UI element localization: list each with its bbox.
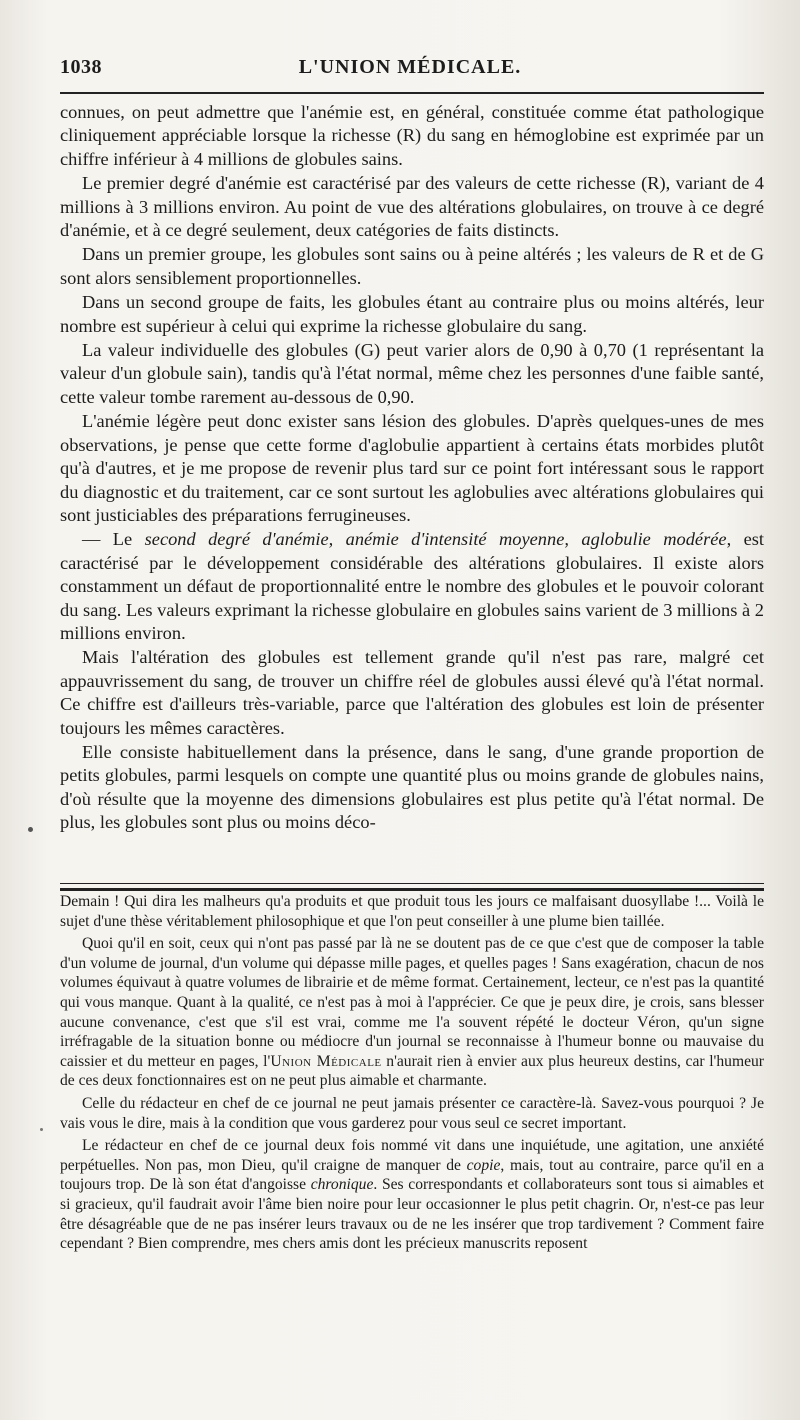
article-paragraph: connues, on peut admettre que l'anémie est, en général, constituée comme état pathologique cliniquement appréciable lorsque la richesse (R) du sang en hémoglobine est exprimée par un chiffre inférieur à 4 millions de globules sains. — [60, 102, 764, 169]
article-paragraph: La valeur individuelle des globules (G) peut varier alors de 0,90 à 0,70 (1 représentant la valeur d'un globule sain), tandis qu'à l'état normal, même chez les personnes d'une faible santé, cette valeur tombe rarement au-dessous de 0,90. — [60, 340, 764, 407]
main-article — [60, 101, 764, 835]
feuilleton-text: Quoi qu'il en soit, ceux qui n'ont pas passé par là ne se doutent pas de ce que c'est que de composer la table d'un volume de journal, d'un volume qui dépasse mille pages, et quelles pages ! Sans exagération, chacun de nos volumes équivaut à quatre volumes de librairie et de même format. Certainement, lecteur, ce n'est pas la quantité qui vous manque. Quant à la qualité, ce n'est pas à moi à l'apprécier. Ce que je peux dire, je crois, sans blesser aucune convenance, c'est que s'il est vrai, comme me l'a souvent répété le docteur Véron, qu'un signe irréfragable de la situation bonne ou médiocre d'un journal se reconnaisse à l'humeur bonne ou mauvaise du caissier et du metteur en pages, l' — [60, 935, 764, 1070]
emphasis-text: chronique — [310, 1176, 374, 1194]
article-paragraph: Elle consiste habituellement dans la présence, dans le sang, d'une grande proportion de petits globules, parmi lesquels on compte une quantité plus ou moins grande de globules nains, d'où résulte que la moyenne des dimensions globulaires est plus petite qu'à l'état normal. De plus, les globules sont plus ou moins déco- — [60, 741, 764, 833]
feuilleton-paragraph: Celle du rédacteur en chef de ce journal ne peut jamais présenter ce caractère-là. Savez-vous pourquoi ? Je vais vous le dire, mais à la condition que vous garderez pour vous seul ce secret important. — [60, 1094, 764, 1132]
journal-name: Union Médicale — [270, 1052, 382, 1070]
paragraph-lead: — Le — [82, 529, 145, 550]
feuilleton-rule-thick — [60, 888, 764, 891]
article-paragraph: Dans un premier groupe, les globules sont sains ou à peine altérés ; les valeurs de R et de G sont alors sensiblement proportionnelles. — [60, 244, 764, 288]
feuilleton-text: Le rédacteur en chef de ce journal deux fois nommé vit dans une inquiétude, une agitation, une anxiété perpétuelles. Non pas, mon Dieu, qu'il craigne de manquer de — [60, 1137, 764, 1174]
article-paragraph: Le premier degré d'anémie est caractérisé par des valeurs de cette richesse (R), variant de 4 millions à 3 millions environ. Au point de vue des altérations globulaires, on trouve à ce degré d'anémie, et à ce degré seulement, deux catégories de faits distincts. — [60, 173, 764, 241]
feuilleton-text: . Ses correspondants et collaborateurs sont tous si aimables et si gracieux, qu'il faudrait avoir l'âme bien noire pour leur occasionner le plus petit chagrin. Or, n'est-ce pas leur être désagréable que de ne pas insérer leurs travaux ou de ne les insérer que trop tardivement ? Comment faire cependant ? Bien comprendre, mes chers amis dont les précieux manuscrits reposent — [60, 1176, 764, 1253]
margin-mark — [28, 827, 33, 832]
article-paragraph: Mais l'altération des globules est tellement grande qu'il n'est pas rare, malgré cet appauvrissement du sang, de trouver un chiffre réel de globules aussi élevé qu'à l'état normal. Ce chiffre est d'ailleurs très-variable, parce que l'altération des globules est loin de présenter toujours les mêmes caractères. — [60, 647, 764, 738]
feuilleton-paragraph: Demain ! Qui dira les malheurs qu'a produits et que produit tous les jours ce malfaisant duosyllabe !... Voilà le sujet d'une thèse véritablement philosophique et que l'on peut conseiller à une plume bien taillée. — [60, 893, 764, 930]
feuilleton-text: , mais, tout au contraire, parce qu'il en a toujours trop. De là son état d'angoisse — [60, 1156, 764, 1194]
page-header — [60, 50, 760, 84]
feuilleton-paragraph — [60, 1136, 764, 1254]
margin-mark — [40, 1128, 43, 1131]
running-title: L'UNION MÉDICALE. — [298, 56, 522, 78]
article-paragraph-second-degree — [60, 528, 764, 645]
feuilleton-text: n'aurait rien à envier aux plus heureux destins, car l'humeur de ces deux fonctionnaires est on ne peut plus aimable et charmante. — [60, 1052, 764, 1090]
feuilleton-rule-thin — [60, 883, 764, 884]
emphasis-text: copie — [466, 1156, 501, 1174]
article-paragraph: L'anémie légère peut donc exister sans lésion des globules. D'après quelques-unes de mes observations, je pense que cette forme d'aglobulie appartient à certains états morbides plutôt qu'à d'autres, et je me propose de revenir plus tard sur ce point fort intéressant sous le rapport du diagnostic et du traitement, car ce sont surtout les aglobulies avec altérations globulaires qui sont justiciables des préparations ferrugineuses. — [60, 411, 764, 525]
feuilleton-section — [60, 892, 764, 1254]
article-paragraph: Dans un second groupe de faits, les globules étant au contraire plus ou moins altérés, leur nombre est supérieur à celui qui exprime la richesse globulaire du sang. — [60, 292, 764, 336]
page-number: 1038 — [60, 56, 102, 78]
feuilleton-paragraph — [60, 934, 764, 1091]
header-rule — [60, 92, 764, 94]
emphasis-text: second degré d'anémie, anémie d'intensité moyenne, aglobulie modérée — [144, 529, 727, 550]
paragraph-rest: , est caractérisé par le développement considérable des altérations globulaires. Il existe alors constamment un défaut de proportionnalité entre le nombre des globules et le pouvoir colorant du sang. Les valeurs exprimant la richesse globulaire en globules sains varient de 3 millions à 2 millions environ. — [60, 529, 765, 643]
